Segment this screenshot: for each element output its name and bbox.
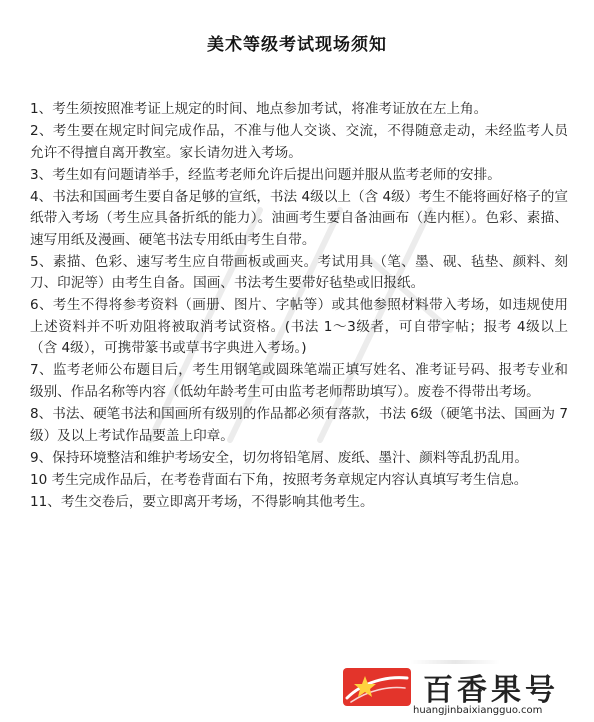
brand-url: huangjinbaixiangguo.com bbox=[413, 705, 543, 716]
rule-item: 3、考生如有问题请举手，经监考老师允许后提出问题并服从监考老师的安排。 bbox=[30, 166, 501, 183]
brand-name: 百香果号 bbox=[423, 673, 559, 708]
rule-item: 6、考生不得将参考资料（画册、图片、字帖等）或其他参照材料带入考场，如违规使用上述资料并不听劝阻将被取消考试资格。(书法 1～3级者，可自带字帖；报考 4级以上（含 4级），可携带篆书或草书字典进入考场。) bbox=[30, 297, 568, 357]
rule-item: 4、书法和国画考生要自备足够的宣纸，书法 4级以上（含 4级）考生不能将画好格子的宣纸带入考场（考生应具备折纸的能力）。油画考生要自备油画布（连内框）。色彩、素描、速写用纸及漫画、硬笔书法专用纸由考生自带。 bbox=[30, 188, 568, 248]
rule-item: 10 考生完成作品后，在考卷背面右下角，按照考务章规定内容认真填写考生信息。 bbox=[30, 471, 528, 488]
brand-footer bbox=[343, 668, 583, 720]
rule-item: 9、保持环境整洁和维护考场安全，切勿将铅笔屑、废纸、墨汁、颜料等乱扔乱用。 bbox=[30, 449, 529, 466]
rule-item: 2、考生要在规定时间完成作品，不准与他人交谈、交流，不得随意走动，未经监考人员允许不得擅自离开教室。家长请勿进入考场。 bbox=[30, 122, 568, 161]
rules-list bbox=[30, 99, 568, 514]
rule-item: 8、书法、硬笔书法和国画所有级别的作品都必须有落款，书法 6级（硬笔书法、国画为 7级）及以上考试作品要盖上印章。 bbox=[30, 406, 568, 444]
star-swoosh-icon bbox=[343, 668, 411, 706]
faint-divider bbox=[410, 660, 500, 664]
rule-item: 7、监考老师公布题目后，考生用钢笔或圆珠笔端正填写姓名、准考证号码、报考专业和级别、作品名称等内容（低幼年龄考生可由监考老师帮助填写）。废卷不得带出考场。 bbox=[30, 362, 568, 401]
brand-logo bbox=[343, 668, 411, 706]
page-title: 美术等级考试现场须知 bbox=[207, 35, 387, 55]
rule-item: 5、素描、色彩、速写考生应自带画板或画夹。考试用具（笔、墨、砚、毡垫、颜料、刻刀、印泥等）由考生自备。国画、书法考生要带好毡垫或旧报纸。 bbox=[30, 253, 568, 292]
rule-item: 11、考生交卷后，要立即离开考场，不得影响其他考生。 bbox=[30, 493, 374, 510]
rule-item: 1、考生须按照准考证上规定的时间、地点参加考试，将准考证放在左上角。 bbox=[30, 101, 488, 117]
